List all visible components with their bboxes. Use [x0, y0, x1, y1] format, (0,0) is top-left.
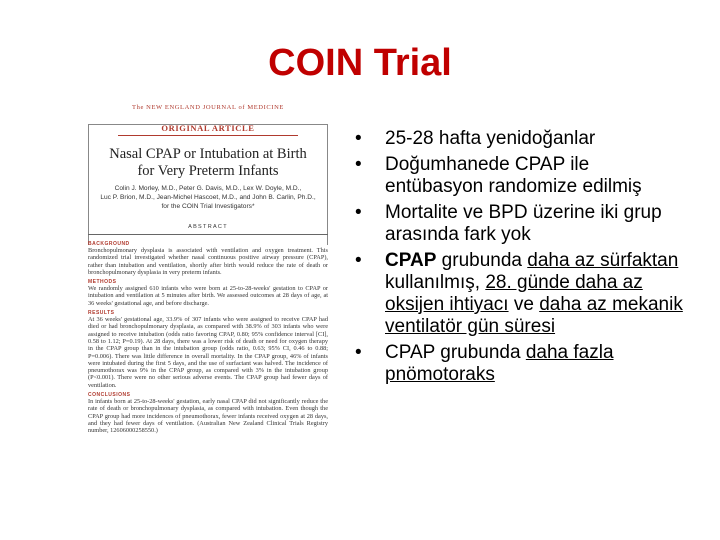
journal-name: The NEW ENGLAND JOURNAL of MEDICINE	[132, 104, 284, 111]
abstract-label: ABSTRACT	[188, 224, 228, 230]
bullet-text: 25-28 hafta yenidoğanlar	[385, 128, 596, 149]
article-title-line-2: for Very Preterm Infants	[137, 163, 279, 179]
section-text: In infants born at 25-to-28-weeks' gestation, early nasal CPAP did not significantly reduce the rate of death or bronchopulmonary dysplasia, as compared with intubation. Even though the CPAP group had more incidences of pneumothorax, fewer infants received oxygen at 28 days, and they had fewer days of ventilation. (Australian New Zealand Clinical Trials Registry number, 12606000258550.)	[88, 398, 328, 435]
bullet-item	[355, 342, 685, 386]
abstract-sections	[88, 238, 328, 435]
bullet-item	[355, 128, 685, 150]
article-type: ORIGINAL ARTICLE	[161, 123, 255, 133]
section-results	[88, 310, 328, 389]
bullet-text-segment: grubunda	[436, 250, 528, 271]
abstract-rule	[88, 234, 328, 235]
section-background	[88, 241, 328, 276]
article-type-rule	[118, 135, 298, 136]
section-text: At 36 weeks' gestational age, 33.9% of 307 infants who were assigned to receive CPAP had died or had bronchopulmonary dysplasia, as compared with 38.9% of 303 infants who were assigned to receive intubation (odds ratio favoring CPAP, 0.80; 95% confidence interval [CI], 0.58 to 1.12; P=0.19). At 28 days, there was a lower risk of death or need for oxygen therapy in the CPAP group than in the intubation group (odds ratio, 0.63; 95% CI, 0.46 to 0.88; P=0.006). There was little difference in overall mortality. In the CPAP group, 46% of infants were intubated during the first 5 days, and the use of surfactant was halved. The incidence of pneumothorax was 9% in the CPAP group, as compared with 3% in the intubation group (P<0.001). There were no other serious adverse events. The CPAP group had fewer days of ventilation.	[88, 316, 328, 389]
authors-line-1: Colin J. Morley, M.D., Peter G. Davis, M.D., Lex W. Doyle, M.D.,	[114, 185, 302, 192]
bullet-dot: •	[355, 128, 362, 149]
section-text: Bronchopulmonary dysplasia is associated with ventilation and oxygen treatment. This randomized trial investigated whether nasal continuous positive airway pressure (CPAP), rather than intubation and ventilation, shortly after birth would reduce the rate of death or bronchopulmonary dysplasia in very preterm infants.	[88, 247, 328, 276]
bullet-dot: •	[355, 202, 362, 223]
section-methods	[88, 279, 328, 307]
bullet-item	[355, 250, 685, 338]
bullet-item	[355, 154, 685, 198]
section-conclusions	[88, 392, 328, 434]
article-image	[88, 100, 328, 482]
bullet-list	[355, 128, 685, 390]
bullet-underlined-text: 28. günde daha az oksijen ihtiyacı	[385, 272, 643, 315]
bullet-dot: •	[355, 342, 362, 363]
bullet-bold-text: CPAP	[385, 250, 437, 271]
section-heading: CONCLUSIONS	[88, 392, 131, 399]
bullet-text-segment: ve	[508, 294, 540, 315]
article-authors	[98, 184, 318, 211]
bullet-item	[355, 202, 685, 246]
bullet-underlined-text: daha az sürfaktan	[527, 250, 679, 271]
section-text: We randomly assigned 610 infants who were born at 25-to-28-weeks' gestation to CPAP or intubation and ventilation at 5 minutes after birth. We assessed outcomes at 28 days of age, at 36 weeks' gestational age, and before discharge.	[88, 285, 328, 307]
bullet-text-segment: CPAP grubunda	[385, 342, 526, 363]
bullet-text	[385, 342, 614, 385]
section-heading: METHODS	[88, 279, 117, 286]
bullet-text: Doğumhanede CPAP ile entübasyon randomize edilmiş	[385, 154, 642, 197]
article-title	[88, 146, 328, 180]
authors-line-3: for the COIN Trial Investigators*	[161, 203, 255, 210]
bullet-text	[385, 250, 683, 337]
bullet-underlined-text: daha fazla pnömotoraks	[385, 342, 614, 385]
section-heading: RESULTS	[88, 310, 115, 317]
slide-title: COIN Trial	[268, 42, 452, 84]
authors-line-2: Luc P. Brion, M.D., Jean-Michel Hascoet, M.D., and John B. Carlin, Ph.D.,	[100, 194, 316, 201]
bullet-dot: •	[355, 154, 362, 175]
bullet-text-segment: kullanılmış,	[385, 272, 486, 293]
article-title-line-1: Nasal CPAP or Intubation at Birth	[109, 146, 307, 162]
bullet-underlined-text: daha az mekanik ventilatör gün süresi	[385, 294, 683, 337]
bullet-text: Mortalite ve BPD üzerine iki grup arasında fark yok	[385, 202, 662, 245]
bullet-dot: •	[355, 250, 362, 271]
section-heading: BACKGROUND	[88, 241, 130, 247]
